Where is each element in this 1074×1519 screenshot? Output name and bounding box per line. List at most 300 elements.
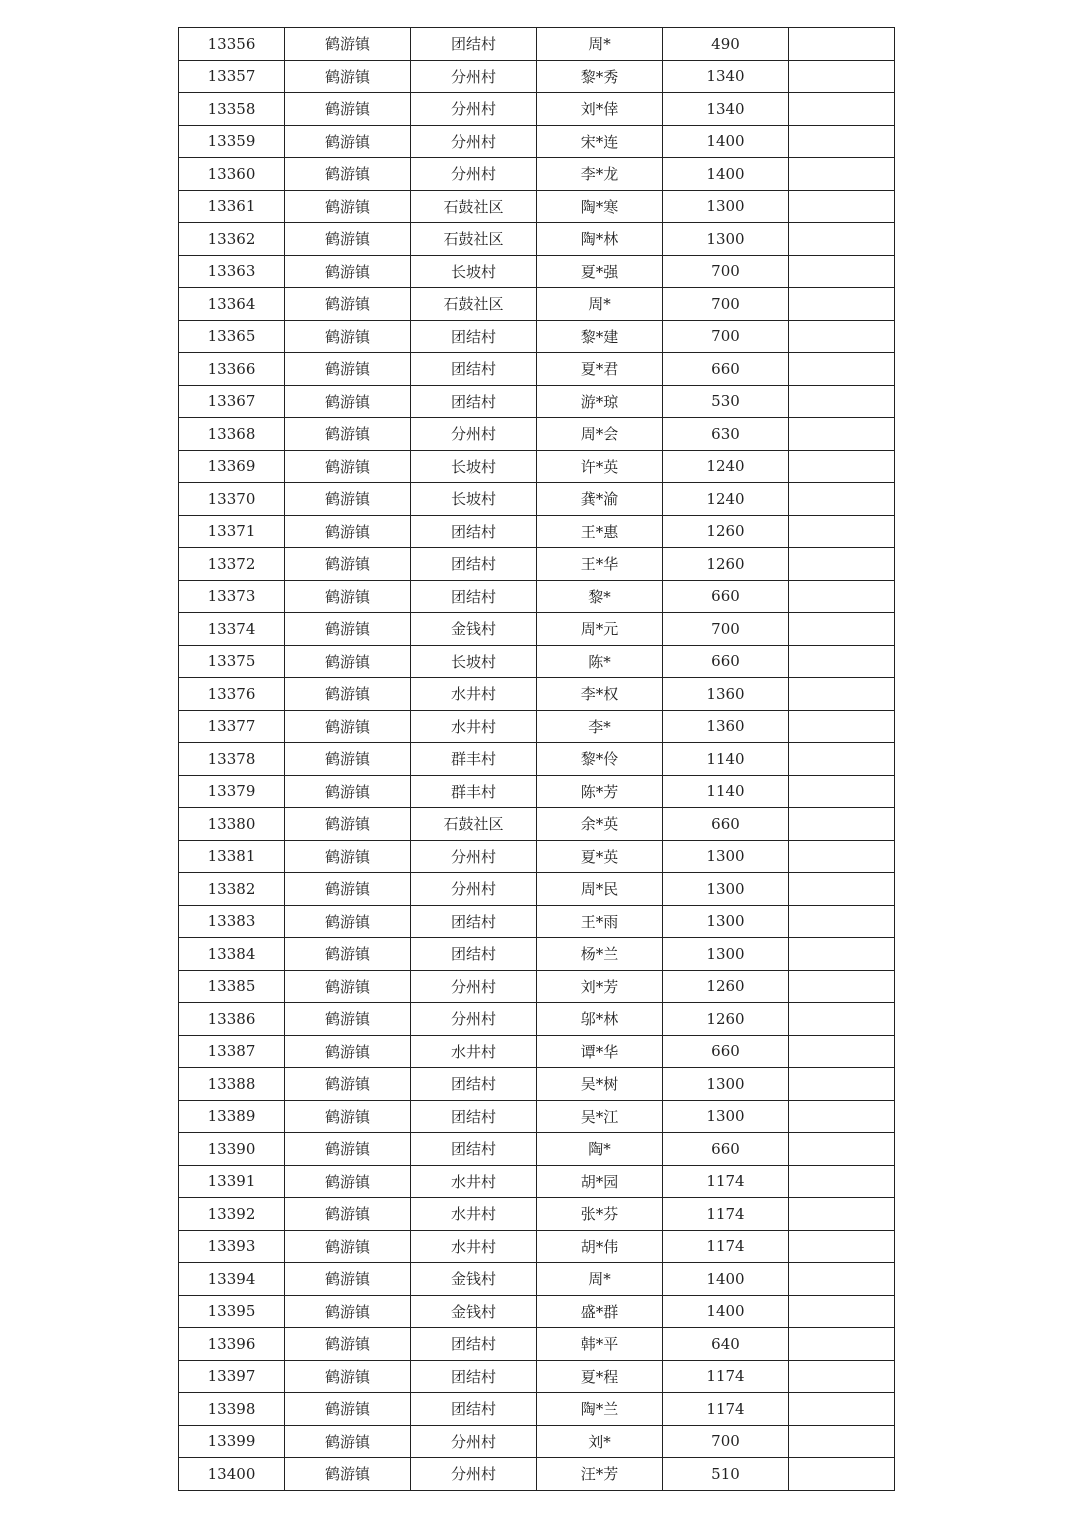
cell-village: 团结村	[411, 1100, 537, 1133]
cell-remark	[789, 1035, 895, 1068]
cell-town: 鹤游镇	[285, 320, 411, 353]
cell-serial-number: 13400	[179, 1458, 285, 1491]
cell-town: 鹤游镇	[285, 450, 411, 483]
cell-village: 水井村	[411, 678, 537, 711]
cell-remark	[789, 125, 895, 158]
cell-amount: 1174	[663, 1360, 789, 1393]
cell-serial-number: 13369	[179, 450, 285, 483]
cell-name: 王*惠	[537, 515, 663, 548]
cell-serial-number: 13364	[179, 288, 285, 321]
table-row	[179, 1425, 895, 1458]
cell-amount: 630	[663, 418, 789, 451]
cell-remark	[789, 1393, 895, 1426]
cell-serial-number: 13370	[179, 483, 285, 516]
cell-amount: 700	[663, 613, 789, 646]
cell-name: 杨*兰	[537, 938, 663, 971]
table-body	[179, 28, 895, 1491]
cell-serial-number: 13380	[179, 808, 285, 841]
cell-town: 鹤游镇	[285, 1133, 411, 1166]
cell-town: 鹤游镇	[285, 1035, 411, 1068]
cell-remark	[789, 645, 895, 678]
cell-remark	[789, 1068, 895, 1101]
cell-amount: 1174	[663, 1393, 789, 1426]
table-row	[179, 483, 895, 516]
cell-remark	[789, 1360, 895, 1393]
cell-town: 鹤游镇	[285, 255, 411, 288]
cell-amount: 1360	[663, 678, 789, 711]
cell-name: 李*权	[537, 678, 663, 711]
cell-name: 宋*连	[537, 125, 663, 158]
cell-town: 鹤游镇	[285, 1068, 411, 1101]
cell-town: 鹤游镇	[285, 223, 411, 256]
table-row	[179, 1393, 895, 1426]
cell-town: 鹤游镇	[285, 1295, 411, 1328]
cell-serial-number: 13373	[179, 580, 285, 613]
cell-village: 长坡村	[411, 255, 537, 288]
cell-name: 陶*	[537, 1133, 663, 1166]
cell-amount: 1240	[663, 483, 789, 516]
cell-town: 鹤游镇	[285, 678, 411, 711]
cell-village: 团结村	[411, 1360, 537, 1393]
cell-village: 团结村	[411, 938, 537, 971]
table-row	[179, 353, 895, 386]
cell-amount: 1240	[663, 450, 789, 483]
cell-amount: 700	[663, 255, 789, 288]
cell-remark	[789, 840, 895, 873]
cell-name: 周*	[537, 1263, 663, 1296]
cell-serial-number: 13391	[179, 1165, 285, 1198]
cell-amount: 1174	[663, 1198, 789, 1231]
cell-remark	[789, 743, 895, 776]
cell-serial-number: 13390	[179, 1133, 285, 1166]
cell-name: 胡*伟	[537, 1230, 663, 1263]
cell-serial-number: 13394	[179, 1263, 285, 1296]
cell-village: 团结村	[411, 515, 537, 548]
cell-name: 韩*平	[537, 1328, 663, 1361]
table-row	[179, 1003, 895, 1036]
cell-remark	[789, 970, 895, 1003]
table-row	[179, 255, 895, 288]
table-row	[179, 190, 895, 223]
cell-amount: 1300	[663, 1100, 789, 1133]
table-row	[179, 288, 895, 321]
cell-name: 陶*林	[537, 223, 663, 256]
cell-town: 鹤游镇	[285, 93, 411, 126]
cell-remark	[789, 548, 895, 581]
cell-name: 周*元	[537, 613, 663, 646]
cell-remark	[789, 1295, 895, 1328]
table-row	[179, 1100, 895, 1133]
cell-serial-number: 13389	[179, 1100, 285, 1133]
cell-village: 群丰村	[411, 775, 537, 808]
cell-remark	[789, 905, 895, 938]
cell-name: 吴*树	[537, 1068, 663, 1101]
cell-name: 汪*芳	[537, 1458, 663, 1491]
cell-remark	[789, 710, 895, 743]
table-row	[179, 710, 895, 743]
cell-name: 刘*芳	[537, 970, 663, 1003]
table-row	[179, 775, 895, 808]
cell-remark	[789, 1458, 895, 1491]
cell-name: 周*会	[537, 418, 663, 451]
cell-amount: 660	[663, 353, 789, 386]
cell-amount: 1260	[663, 548, 789, 581]
cell-serial-number: 13392	[179, 1198, 285, 1231]
table-row	[179, 1198, 895, 1231]
cell-serial-number: 13387	[179, 1035, 285, 1068]
table-row	[179, 1165, 895, 1198]
cell-amount: 1174	[663, 1165, 789, 1198]
cell-amount: 700	[663, 288, 789, 321]
cell-village: 石鼓社区	[411, 808, 537, 841]
cell-serial-number: 13363	[179, 255, 285, 288]
cell-town: 鹤游镇	[285, 483, 411, 516]
cell-amount: 660	[663, 1035, 789, 1068]
cell-name: 黎*建	[537, 320, 663, 353]
cell-remark	[789, 938, 895, 971]
cell-village: 团结村	[411, 1328, 537, 1361]
cell-serial-number: 13362	[179, 223, 285, 256]
cell-name: 夏*程	[537, 1360, 663, 1393]
cell-remark	[789, 255, 895, 288]
cell-serial-number: 13393	[179, 1230, 285, 1263]
cell-remark	[789, 1198, 895, 1231]
table-row	[179, 1360, 895, 1393]
cell-town: 鹤游镇	[285, 1198, 411, 1231]
cell-town: 鹤游镇	[285, 158, 411, 191]
cell-serial-number: 13397	[179, 1360, 285, 1393]
table-row	[179, 418, 895, 451]
table-row	[179, 1458, 895, 1491]
cell-serial-number: 13375	[179, 645, 285, 678]
cell-town: 鹤游镇	[285, 28, 411, 61]
cell-serial-number: 13395	[179, 1295, 285, 1328]
cell-amount: 530	[663, 385, 789, 418]
cell-remark	[789, 613, 895, 646]
cell-amount: 1260	[663, 1003, 789, 1036]
cell-remark	[789, 808, 895, 841]
cell-town: 鹤游镇	[285, 1328, 411, 1361]
cell-remark	[789, 775, 895, 808]
cell-town: 鹤游镇	[285, 808, 411, 841]
cell-village: 分州村	[411, 418, 537, 451]
cell-remark	[789, 28, 895, 61]
cell-village: 水井村	[411, 710, 537, 743]
cell-serial-number: 13377	[179, 710, 285, 743]
cell-name: 余*英	[537, 808, 663, 841]
cell-serial-number: 13381	[179, 840, 285, 873]
cell-amount: 1360	[663, 710, 789, 743]
cell-remark	[789, 873, 895, 906]
cell-town: 鹤游镇	[285, 938, 411, 971]
cell-name: 李*龙	[537, 158, 663, 191]
cell-name: 陶*兰	[537, 1393, 663, 1426]
cell-village: 金钱村	[411, 1263, 537, 1296]
table-row	[179, 93, 895, 126]
cell-name: 许*英	[537, 450, 663, 483]
cell-amount: 1260	[663, 515, 789, 548]
cell-village: 团结村	[411, 905, 537, 938]
cell-town: 鹤游镇	[285, 905, 411, 938]
cell-amount: 1340	[663, 60, 789, 93]
cell-town: 鹤游镇	[285, 515, 411, 548]
cell-village: 团结村	[411, 320, 537, 353]
cell-remark	[789, 223, 895, 256]
cell-amount: 1400	[663, 125, 789, 158]
cell-name: 陶*寒	[537, 190, 663, 223]
table-row	[179, 938, 895, 971]
table-row	[179, 515, 895, 548]
cell-village: 长坡村	[411, 483, 537, 516]
cell-remark	[789, 678, 895, 711]
cell-name: 王*雨	[537, 905, 663, 938]
cell-serial-number: 13357	[179, 60, 285, 93]
table-row	[179, 1068, 895, 1101]
cell-town: 鹤游镇	[285, 418, 411, 451]
cell-remark	[789, 288, 895, 321]
cell-remark	[789, 1263, 895, 1296]
cell-serial-number: 13368	[179, 418, 285, 451]
table-row	[179, 645, 895, 678]
cell-village: 水井村	[411, 1035, 537, 1068]
cell-name: 陈*	[537, 645, 663, 678]
cell-name: 黎*秀	[537, 60, 663, 93]
table-row	[179, 970, 895, 1003]
cell-serial-number: 13388	[179, 1068, 285, 1101]
cell-serial-number: 13372	[179, 548, 285, 581]
cell-town: 鹤游镇	[285, 580, 411, 613]
table-row	[179, 60, 895, 93]
cell-town: 鹤游镇	[285, 970, 411, 1003]
cell-name: 张*芬	[537, 1198, 663, 1231]
cell-amount: 660	[663, 1133, 789, 1166]
table-row	[179, 548, 895, 581]
cell-remark	[789, 353, 895, 386]
cell-remark	[789, 1165, 895, 1198]
cell-name: 陈*芳	[537, 775, 663, 808]
table-row	[179, 580, 895, 613]
cell-serial-number: 13359	[179, 125, 285, 158]
table-row	[179, 385, 895, 418]
table-row	[179, 743, 895, 776]
cell-name: 胡*园	[537, 1165, 663, 1198]
table-row	[179, 808, 895, 841]
table-row	[179, 1263, 895, 1296]
cell-town: 鹤游镇	[285, 1165, 411, 1198]
cell-amount: 1174	[663, 1230, 789, 1263]
cell-town: 鹤游镇	[285, 1100, 411, 1133]
cell-remark	[789, 515, 895, 548]
cell-serial-number: 13399	[179, 1425, 285, 1458]
cell-amount: 700	[663, 320, 789, 353]
cell-remark	[789, 1100, 895, 1133]
cell-serial-number: 13366	[179, 353, 285, 386]
cell-name: 周*民	[537, 873, 663, 906]
cell-amount: 660	[663, 580, 789, 613]
table-row	[179, 1133, 895, 1166]
cell-town: 鹤游镇	[285, 60, 411, 93]
cell-remark	[789, 1328, 895, 1361]
cell-village: 分州村	[411, 873, 537, 906]
cell-name: 周*	[537, 288, 663, 321]
data-table	[178, 27, 895, 1491]
table-row	[179, 125, 895, 158]
table-row	[179, 1328, 895, 1361]
cell-serial-number: 13386	[179, 1003, 285, 1036]
cell-serial-number: 13398	[179, 1393, 285, 1426]
cell-town: 鹤游镇	[285, 353, 411, 386]
cell-name: 李*	[537, 710, 663, 743]
cell-village: 分州村	[411, 1425, 537, 1458]
cell-serial-number: 13365	[179, 320, 285, 353]
cell-remark	[789, 190, 895, 223]
cell-town: 鹤游镇	[285, 125, 411, 158]
cell-serial-number: 13358	[179, 93, 285, 126]
cell-remark	[789, 450, 895, 483]
cell-serial-number: 13382	[179, 873, 285, 906]
cell-remark	[789, 1133, 895, 1166]
cell-village: 团结村	[411, 28, 537, 61]
cell-remark	[789, 418, 895, 451]
cell-town: 鹤游镇	[285, 1263, 411, 1296]
cell-village: 分州村	[411, 1003, 537, 1036]
table-row	[179, 450, 895, 483]
cell-village: 团结村	[411, 580, 537, 613]
cell-amount: 490	[663, 28, 789, 61]
cell-amount: 1300	[663, 190, 789, 223]
cell-name: 夏*英	[537, 840, 663, 873]
cell-village: 分州村	[411, 60, 537, 93]
cell-village: 分州村	[411, 1458, 537, 1491]
cell-town: 鹤游镇	[285, 288, 411, 321]
cell-village: 团结村	[411, 353, 537, 386]
cell-village: 分州村	[411, 840, 537, 873]
cell-amount: 1300	[663, 223, 789, 256]
cell-name: 夏*君	[537, 353, 663, 386]
cell-amount: 1260	[663, 970, 789, 1003]
table-row	[179, 28, 895, 61]
cell-town: 鹤游镇	[285, 1393, 411, 1426]
cell-town: 鹤游镇	[285, 743, 411, 776]
table-row	[179, 678, 895, 711]
cell-name: 黎*伶	[537, 743, 663, 776]
table-row	[179, 1230, 895, 1263]
cell-amount: 1400	[663, 158, 789, 191]
table-row	[179, 1295, 895, 1328]
cell-amount: 1300	[663, 938, 789, 971]
cell-remark	[789, 60, 895, 93]
cell-village: 水井村	[411, 1230, 537, 1263]
cell-town: 鹤游镇	[285, 645, 411, 678]
cell-amount: 1300	[663, 840, 789, 873]
table-row	[179, 840, 895, 873]
cell-town: 鹤游镇	[285, 1230, 411, 1263]
cell-amount: 1340	[663, 93, 789, 126]
cell-amount: 700	[663, 1425, 789, 1458]
cell-village: 团结村	[411, 548, 537, 581]
cell-village: 团结村	[411, 385, 537, 418]
cell-remark	[789, 1003, 895, 1036]
cell-village: 石鼓社区	[411, 223, 537, 256]
cell-serial-number: 13367	[179, 385, 285, 418]
cell-name: 刘*	[537, 1425, 663, 1458]
cell-village: 团结村	[411, 1393, 537, 1426]
cell-amount: 1140	[663, 743, 789, 776]
cell-town: 鹤游镇	[285, 710, 411, 743]
cell-town: 鹤游镇	[285, 1458, 411, 1491]
cell-town: 鹤游镇	[285, 1003, 411, 1036]
cell-serial-number: 13360	[179, 158, 285, 191]
cell-remark	[789, 580, 895, 613]
cell-serial-number: 13374	[179, 613, 285, 646]
cell-remark	[789, 1230, 895, 1263]
cell-town: 鹤游镇	[285, 775, 411, 808]
cell-serial-number: 13396	[179, 1328, 285, 1361]
cell-amount: 1400	[663, 1263, 789, 1296]
cell-name: 吴*江	[537, 1100, 663, 1133]
cell-serial-number: 13385	[179, 970, 285, 1003]
cell-name: 游*琼	[537, 385, 663, 418]
cell-amount: 1140	[663, 775, 789, 808]
table-row	[179, 905, 895, 938]
cell-amount: 1300	[663, 1068, 789, 1101]
cell-town: 鹤游镇	[285, 548, 411, 581]
cell-amount: 660	[663, 808, 789, 841]
cell-amount: 1400	[663, 1295, 789, 1328]
cell-remark	[789, 93, 895, 126]
cell-serial-number: 13376	[179, 678, 285, 711]
cell-remark	[789, 483, 895, 516]
cell-serial-number: 13383	[179, 905, 285, 938]
cell-remark	[789, 385, 895, 418]
cell-name: 周*	[537, 28, 663, 61]
cell-village: 水井村	[411, 1198, 537, 1231]
cell-serial-number: 13371	[179, 515, 285, 548]
cell-village: 分州村	[411, 125, 537, 158]
cell-amount: 1300	[663, 873, 789, 906]
cell-serial-number: 13378	[179, 743, 285, 776]
cell-amount: 510	[663, 1458, 789, 1491]
cell-village: 石鼓社区	[411, 288, 537, 321]
cell-name: 夏*强	[537, 255, 663, 288]
cell-amount: 1300	[663, 905, 789, 938]
cell-village: 分州村	[411, 970, 537, 1003]
cell-name: 邬*林	[537, 1003, 663, 1036]
table-row	[179, 613, 895, 646]
cell-village: 水井村	[411, 1165, 537, 1198]
cell-village: 团结村	[411, 1133, 537, 1166]
cell-village: 分州村	[411, 93, 537, 126]
cell-village: 团结村	[411, 1068, 537, 1101]
cell-village: 长坡村	[411, 645, 537, 678]
cell-amount: 640	[663, 1328, 789, 1361]
cell-serial-number: 13361	[179, 190, 285, 223]
cell-name: 盛*群	[537, 1295, 663, 1328]
cell-name: 黎*	[537, 580, 663, 613]
cell-name: 王*华	[537, 548, 663, 581]
cell-town: 鹤游镇	[285, 1425, 411, 1458]
cell-town: 鹤游镇	[285, 840, 411, 873]
table-row	[179, 223, 895, 256]
cell-town: 鹤游镇	[285, 873, 411, 906]
cell-name: 谭*华	[537, 1035, 663, 1068]
cell-remark	[789, 158, 895, 191]
table-row	[179, 1035, 895, 1068]
cell-name: 龚*渝	[537, 483, 663, 516]
cell-remark	[789, 1425, 895, 1458]
cell-village: 金钱村	[411, 613, 537, 646]
cell-town: 鹤游镇	[285, 613, 411, 646]
